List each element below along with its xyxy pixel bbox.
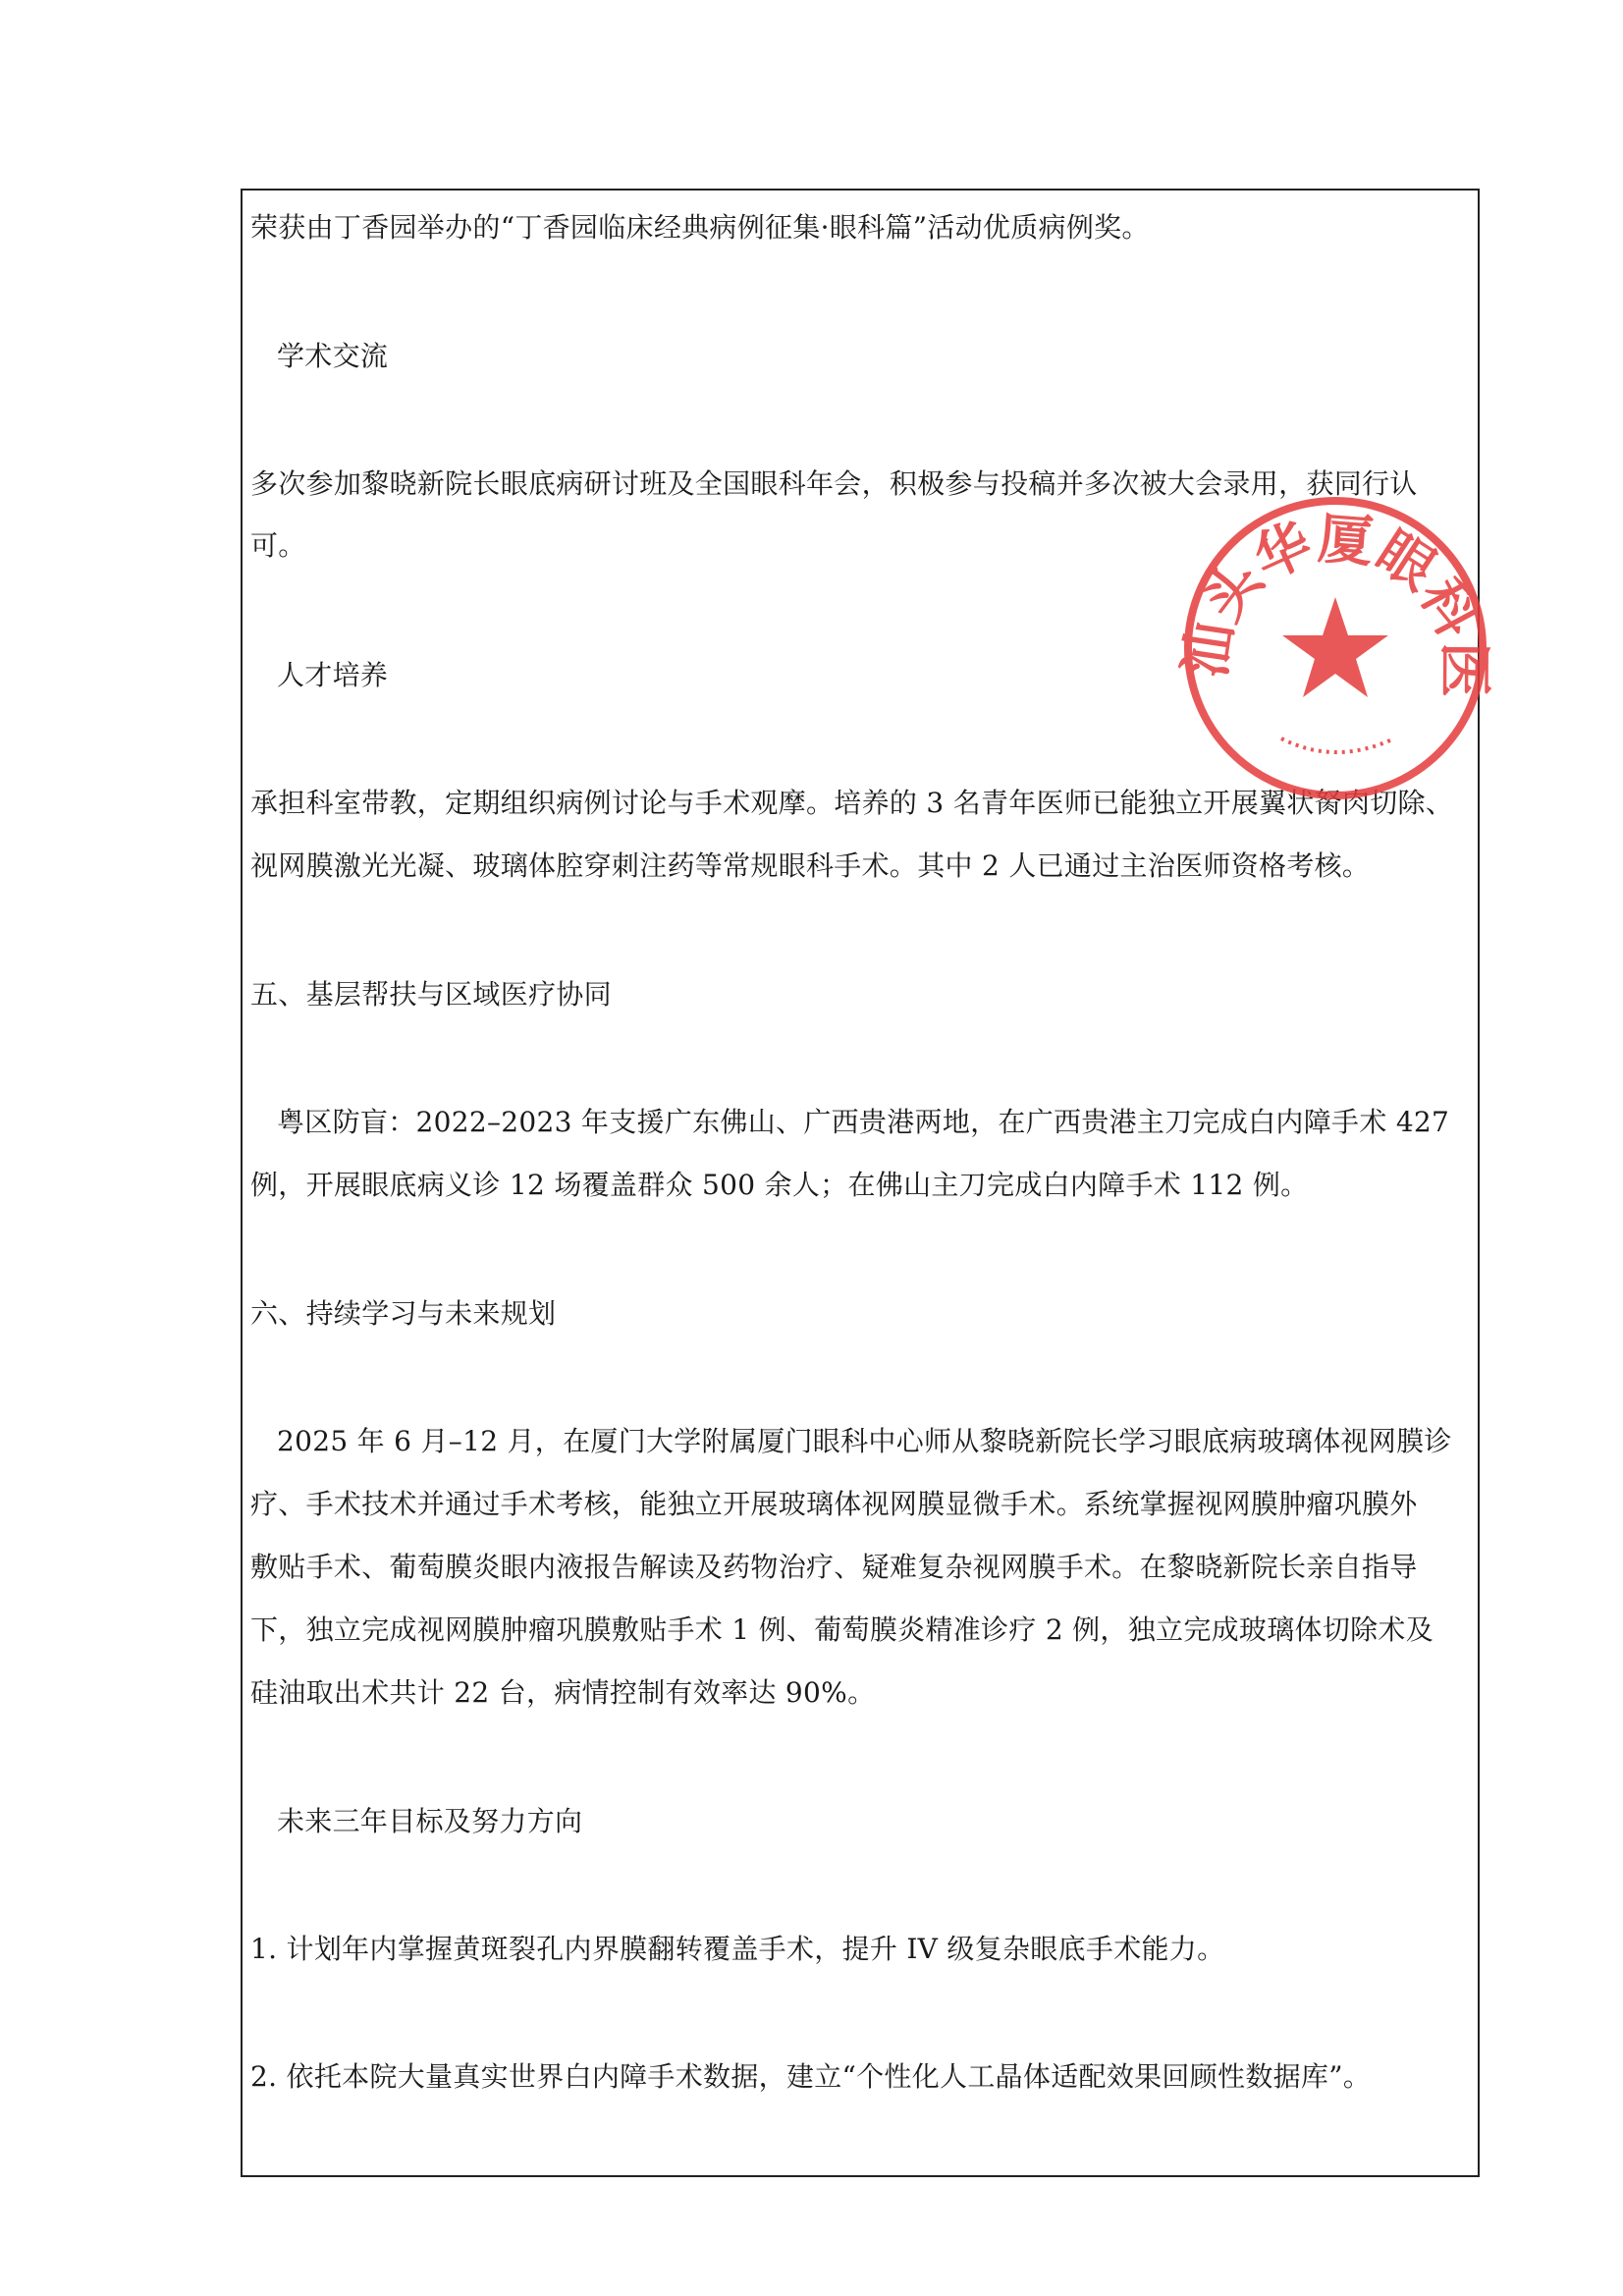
goal-item-2: 2. 依托本院大量真实世界白内障手术数据，建立“个性化人工晶体适配效果回顾性数据库”。 — [250, 2060, 1372, 2093]
seal-star-icon — [1282, 597, 1388, 697]
paragraph-line: 例，开展眼底病义诊 12 场覆盖群众 500 余人；在佛山主刀完成白内障手术 112 例。 — [250, 1169, 1309, 1201]
paragraph-line: 敷贴手术、葡萄膜炎眼内液报告解读及药物治疗、疑难复杂视网膜手术。在黎晓新院长亲自指导 — [250, 1551, 1418, 1583]
paragraph-line: 疗、手术技术并通过手术考核，能独立开展玻璃体视网膜显微手术。系统掌握视网膜肿瘤巩膜外 — [250, 1488, 1418, 1520]
section-heading-talent-training: 人才培养 — [277, 659, 389, 691]
seal-text: 汕头华厦眼科医 — [1173, 507, 1496, 698]
section-heading-continuing-learning: 六、持续学习与未来规划 — [250, 1297, 557, 1330]
paragraph-line: 2025 年 6 月–12 月，在厦门大学附属厦门眼科中心师从黎晓新院长学习眼底病玻璃体视网膜诊 — [277, 1425, 1452, 1457]
award-line: 荣获由丁香园举办的“丁香园临床经典病例征集·眼科篇”活动优质病例奖。 — [250, 211, 1150, 244]
paragraph-line: 视网膜激光光凝、玻璃体腔穿刺注药等常规眼科手术。其中 2 人已通过主治医师资格考核。 — [250, 849, 1371, 882]
goal-item-1: 1. 计划年内掌握黄斑裂孔内界膜翻转覆盖手术，提升 IV 级复杂眼底手术能力。 — [250, 1933, 1225, 1965]
paragraph-line: 粤区防盲：2022–2023 年支援广东佛山、广西贵港两地，在广西贵港主刀完成白内障手术 427 — [277, 1106, 1450, 1138]
paragraph-line: 可。 — [250, 529, 306, 562]
section-heading-academic-exchange: 学术交流 — [277, 340, 389, 372]
paragraph-line: 硅油取出术共计 22 台，病情控制有效率达 90%。 — [250, 1676, 876, 1709]
section-heading-future-goals: 未来三年目标及努力方向 — [277, 1805, 583, 1837]
paragraph-line: 下，独立完成视网膜肿瘤巩膜敷贴手术 1 例、葡萄膜炎精准诊疗 2 例，独立完成玻璃体切除术及 — [250, 1613, 1434, 1646]
paragraph-line: 多次参加黎晓新院长眼底病研讨班及全国眼科年会，积极参与投稿并多次被大会录用，获同行认 — [250, 467, 1418, 500]
seal-bottom-dots — [1281, 738, 1394, 752]
section-heading-grassroots-support: 五、基层帮扶与区域医疗协同 — [250, 978, 612, 1011]
paragraph-line: 承担科室带教，定期组织病例讨论与手术观摩。培养的 3 名青年医师已能独立开展翼状胬肉切除、 — [250, 787, 1454, 819]
seal-graphic — [1168, 481, 1502, 815]
official-seal-stamp — [1168, 481, 1502, 815]
